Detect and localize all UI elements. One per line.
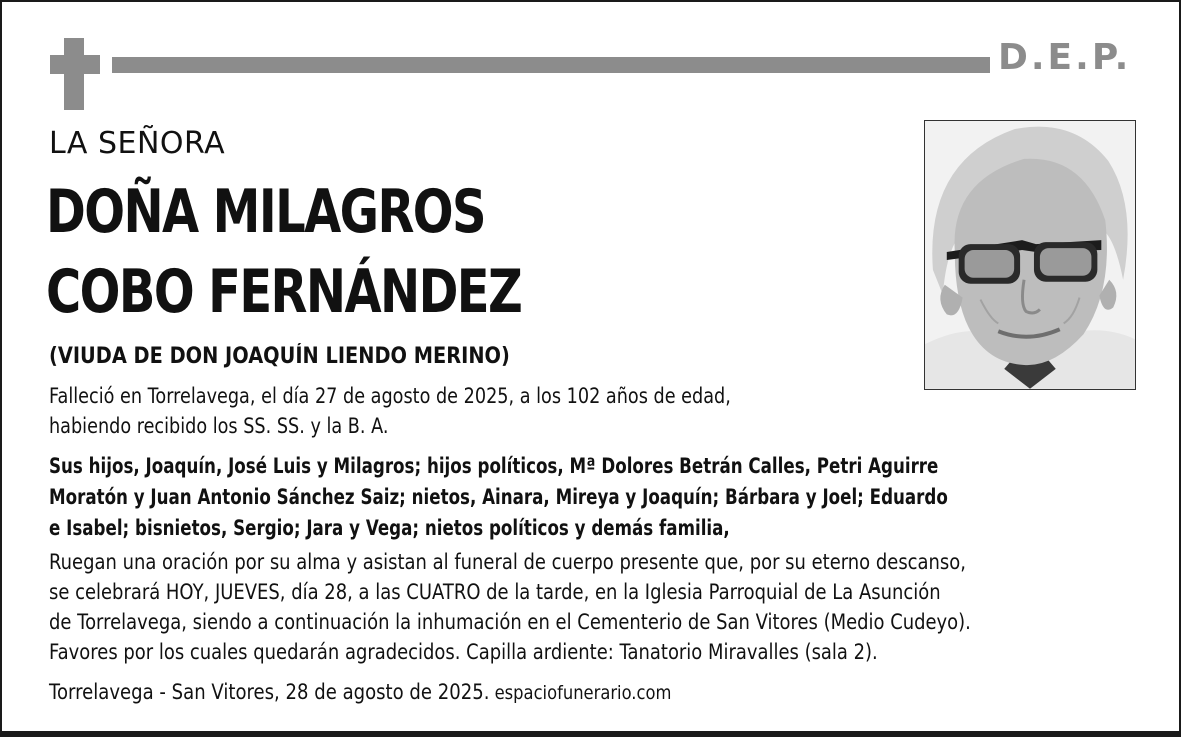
funeral-line: Ruegan una oración por su alma y asistan al funeral de cuerpo presente que, por su eterno descanso,: [49, 550, 966, 574]
death-notice-line: Falleció en Torrelavega, el día 27 de agosto de 2025, a los 102 años de edad,: [49, 384, 731, 408]
place-date: Torrelavega - San Vitores, 28 de agosto de 2025.: [49, 680, 490, 704]
death-notice-line: habiendo recibido los SS. SS. y la B. A.: [49, 414, 389, 438]
website-credit: espaciofunerario.com: [494, 682, 672, 704]
funeral-line: se celebrará HOY, JUEVES, día 28, a las CUATRO de la tarde, en la Iglesia Parroquial de La Asunción: [49, 580, 941, 604]
family-line: Sus hijos, Joaquín, José Luis y Milagros; hijos políticos, Mª Dolores Betrán Calles, Petri Aguirre: [49, 454, 939, 478]
cross-vertical-bar: [64, 38, 84, 110]
cross-horizontal-bar: [50, 55, 100, 74]
portrait-photo: [924, 120, 1136, 390]
widow-line: (VIUDA DE DON JOAQUÍN LIENDO MERINO): [49, 344, 510, 369]
funeral-line: de Torrelavega, siendo a continuación la inhumación en el Cementerio de San Vitores (Medio Cudeyo).: [49, 610, 971, 634]
family-line: e Isabel; bisnietos, Sergio; Jara y Vega; nietos políticos y demás familia,: [49, 516, 730, 540]
honorific-label: LA SEÑORA: [49, 126, 226, 161]
family-line: Moratón y Juan Antonio Sánchez Saiz; nietos, Ainara, Mireya y Joaquín; Bárbara y Joel; Eduardo: [49, 485, 948, 509]
dep-label: D.E.P.: [998, 37, 1132, 78]
header-rule: [112, 57, 990, 73]
deceased-name-line-2: COBO FERNÁNDEZ: [46, 257, 522, 327]
deceased-name-line-1: DOÑA MILAGROS: [46, 177, 485, 247]
funeral-line: Favores por los cuales quedarán agradecidos. Capilla ardiente: Tanatorio Miravalles (sala 2).: [49, 640, 878, 664]
portrait-illustration: [925, 121, 1135, 389]
footer: [49, 678, 671, 707]
